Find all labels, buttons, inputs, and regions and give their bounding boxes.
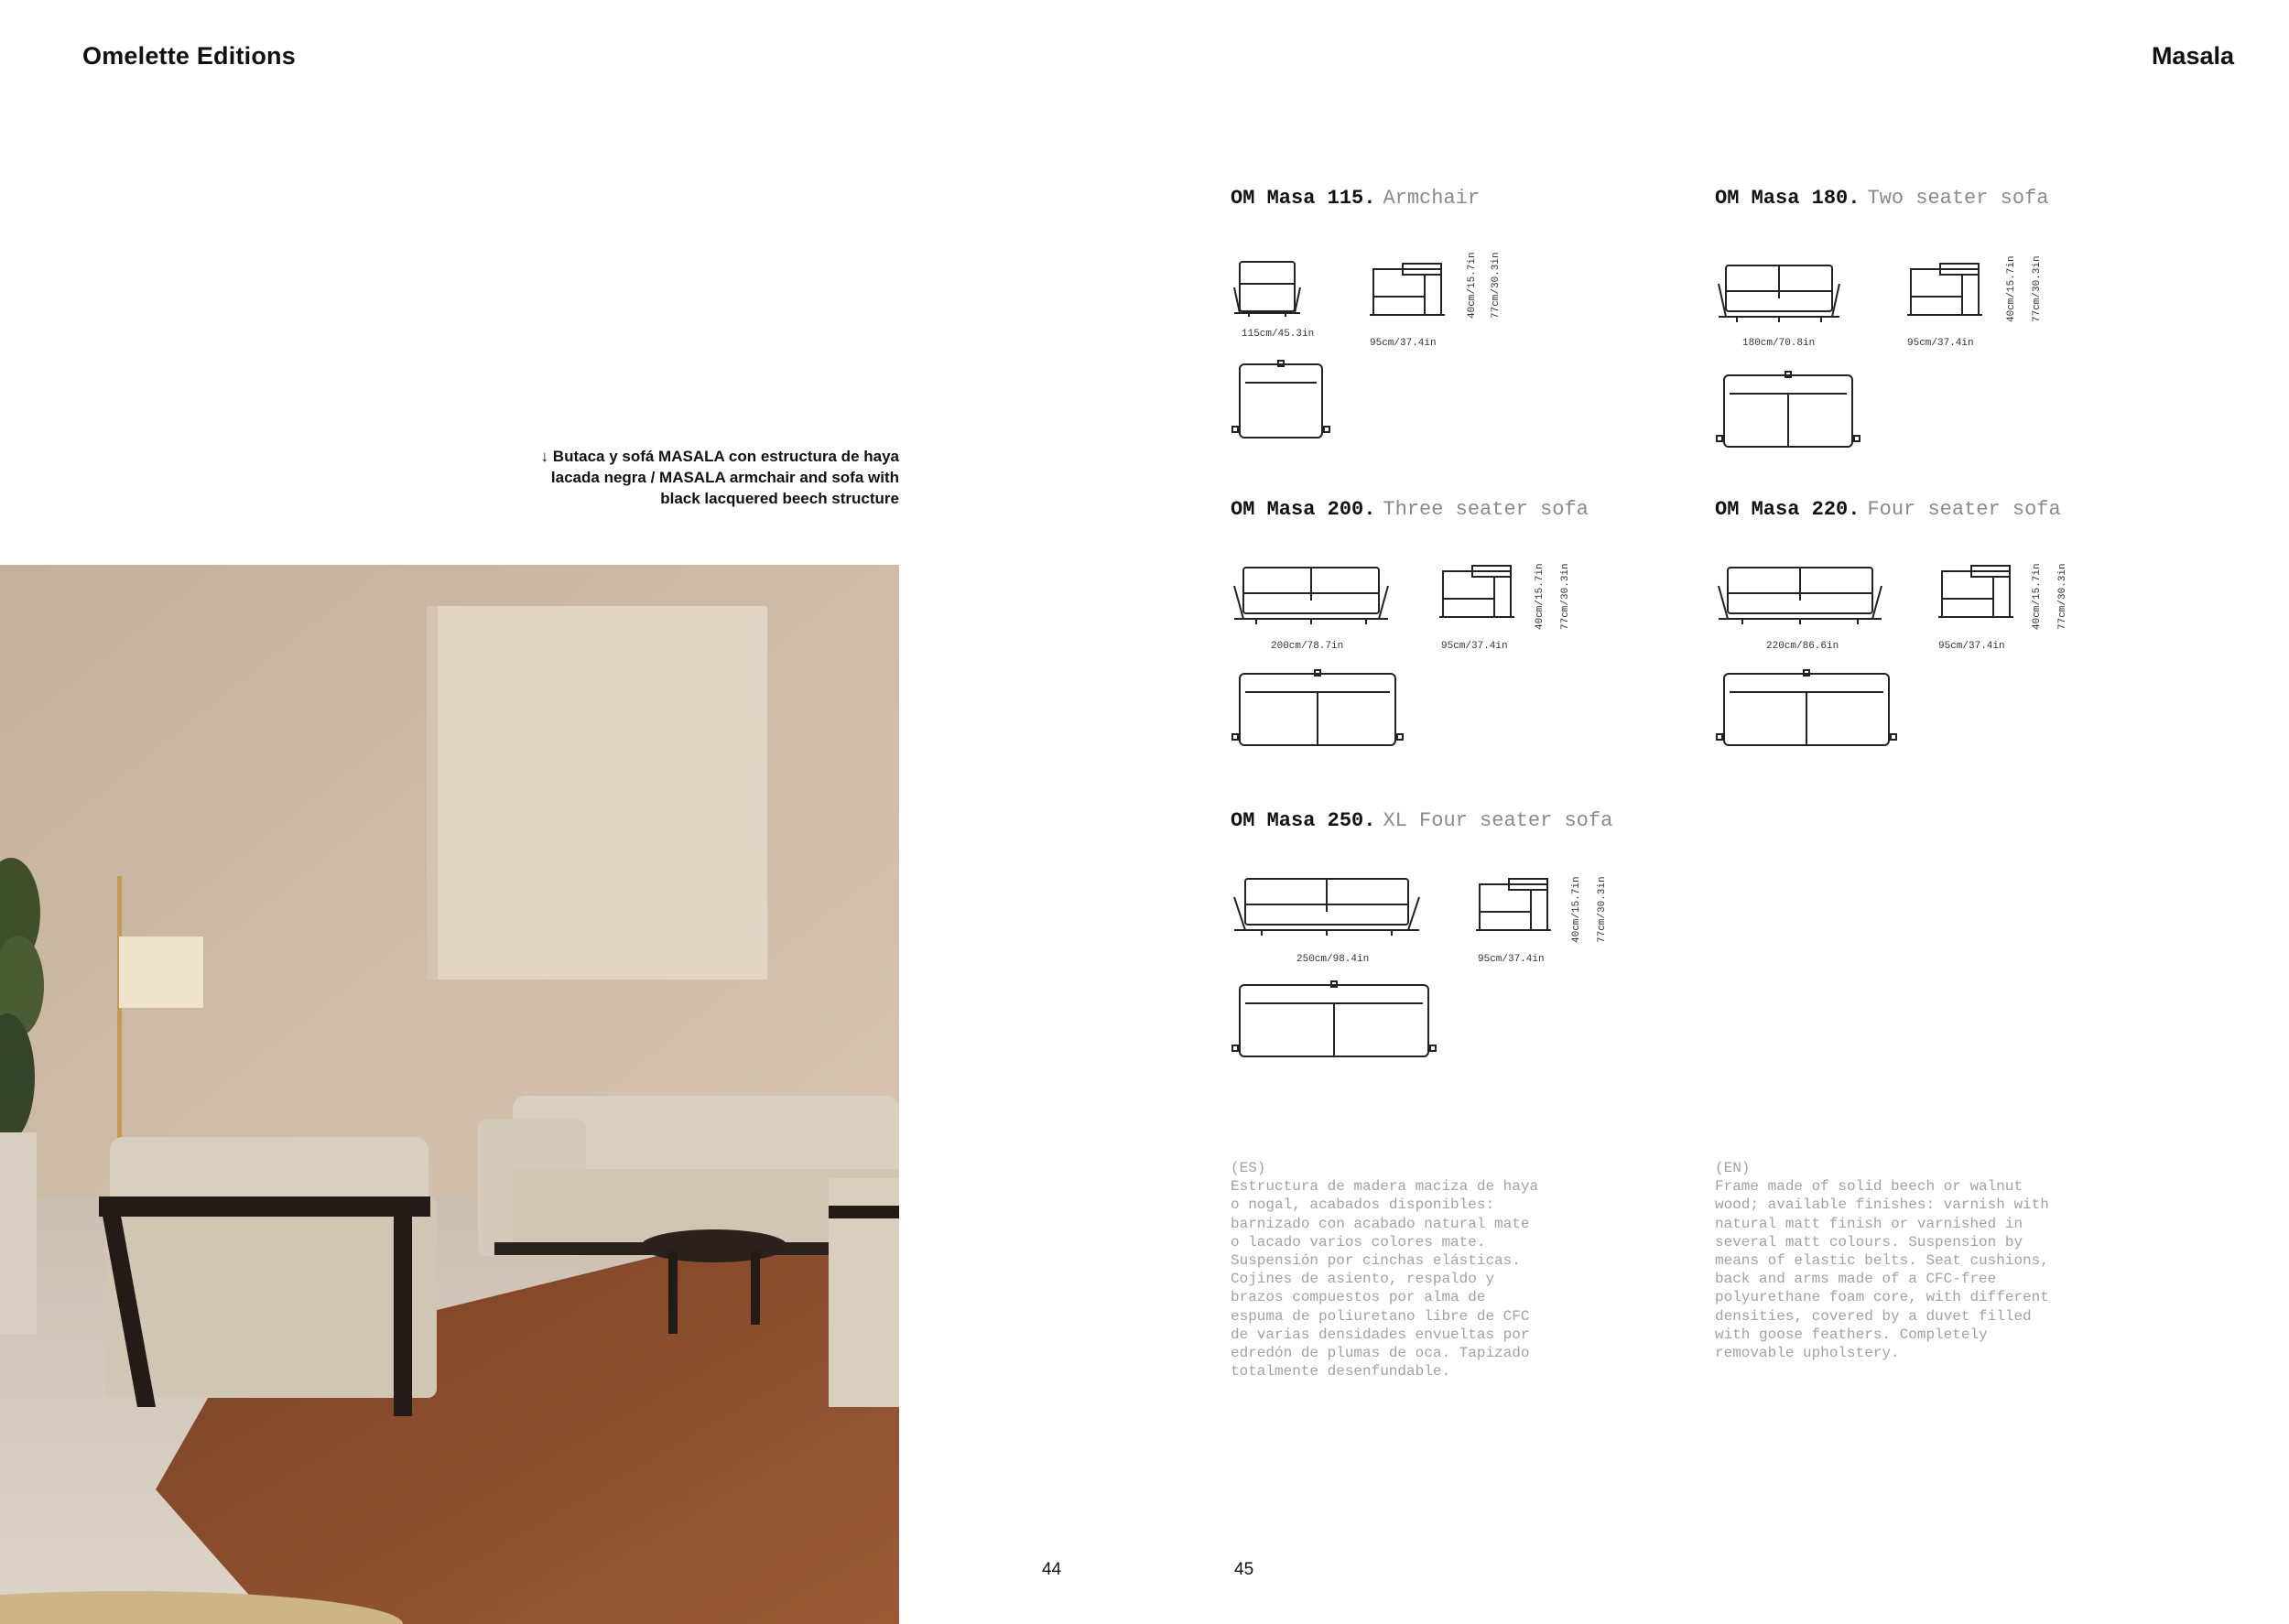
depth-dimension: 95cm/37.4in xyxy=(1370,338,1437,349)
front-elevation-drawing xyxy=(1231,256,1304,330)
interior-photo xyxy=(0,565,899,1624)
plan-view-drawing xyxy=(1231,668,1405,751)
seat-height-dimension: 40cm/15.7in xyxy=(1467,252,1478,319)
total-height-dimension: 77cm/30.3in xyxy=(1491,252,1502,319)
width-dimension: 115cm/45.3in xyxy=(1242,329,1315,340)
total-height-dimension: 77cm/30.3in xyxy=(2032,255,2043,322)
width-dimension: 180cm/70.8in xyxy=(1742,338,1816,349)
product-om-masa-115 xyxy=(1231,187,1670,480)
plan-view-drawing xyxy=(1715,668,1898,751)
front-elevation-drawing xyxy=(1715,564,1885,637)
product-type: Two seater sofa xyxy=(1867,187,2049,210)
product-om-masa-200 xyxy=(1231,498,1670,791)
depth-dimension: 95cm/37.4in xyxy=(1938,641,2005,652)
photo-caption xyxy=(515,446,899,509)
page-number-left: 44 xyxy=(1042,1560,1062,1579)
side-elevation-drawing xyxy=(1904,260,1984,326)
description-en-label: (EN) xyxy=(1715,1160,1751,1176)
product-title xyxy=(1231,187,1480,210)
page-number-right: 45 xyxy=(1234,1560,1254,1579)
front-elevation-drawing xyxy=(1715,262,1843,335)
description-es-label: (ES) xyxy=(1231,1160,1266,1176)
seat-height-dimension: 40cm/15.7in xyxy=(2006,255,2017,322)
plan-view-drawing xyxy=(1715,370,1861,452)
arrow-down-icon: ↓ xyxy=(540,448,549,465)
product-code: OM Masa 180. xyxy=(1715,187,1860,210)
product-type: Armchair xyxy=(1383,187,1481,210)
front-elevation-drawing xyxy=(1231,875,1423,948)
product-om-masa-180 xyxy=(1715,187,2154,480)
side-elevation-drawing xyxy=(1366,260,1447,326)
depth-dimension: 95cm/37.4in xyxy=(1907,338,1974,349)
total-height-dimension: 77cm/30.3in xyxy=(1597,876,1608,943)
product-om-masa-250 xyxy=(1231,809,1670,1102)
plan-view-drawing xyxy=(1231,980,1437,1062)
brand-name: Omelette Editions xyxy=(82,42,296,70)
width-dimension: 200cm/78.7in xyxy=(1271,641,1344,652)
front-elevation-drawing xyxy=(1231,564,1392,637)
product-code: OM Masa 220. xyxy=(1715,498,1860,521)
product-title xyxy=(1715,498,2061,521)
seat-height-dimension: 40cm/15.7in xyxy=(2032,563,2043,630)
side-elevation-drawing xyxy=(1935,562,2015,628)
description-en xyxy=(1715,1159,2099,1362)
total-height-dimension: 77cm/30.3in xyxy=(1560,563,1571,630)
product-type: XL Four seater sofa xyxy=(1383,809,1613,832)
width-dimension: 220cm/86.6in xyxy=(1766,641,1839,652)
side-elevation-drawing xyxy=(1436,562,1516,628)
depth-dimension: 95cm/37.4in xyxy=(1441,641,1508,652)
product-title xyxy=(1231,809,1612,832)
caption-text: Butaca y sofá MASALA con estructura de haya lacada negra / MASALA armchair and sofa with black lacquered beech structure xyxy=(550,448,899,507)
depth-dimension: 95cm/37.4in xyxy=(1478,954,1545,965)
plan-view-drawing xyxy=(1231,359,1331,443)
width-dimension: 250cm/98.4in xyxy=(1296,954,1370,965)
product-om-masa-220 xyxy=(1715,498,2154,791)
product-title xyxy=(1231,498,1589,521)
seat-height-dimension: 40cm/15.7in xyxy=(1535,563,1546,630)
product-code: OM Masa 200. xyxy=(1231,498,1376,521)
series-title: Masala xyxy=(2151,42,2234,70)
description-es-text: Estructura de madera maciza de haya o nogal, acabados disponibles: barnizado con acabado natural mate o lacado varios colores mate. Suspensión por cinchas elásticas. Cojines de asiento, respaldo y brazos compuestos por alma de espuma de poliuretano libre de CFC de varias densidades envueltas por edredón de plumas de oca. Tapizado totalmente desenfundable. xyxy=(1231,1178,1539,1380)
description-en-text: Frame made of solid beech or walnut wood; available finishes: varnish with natural matt finish or varnished in several matt colours. Suspension by means of elastic belts. Seat cushions, back and arms made of a CFC-free polyurethane foam core, with different densities, covered by a duvet filled with goose feathers. Completely removable upholstery. xyxy=(1715,1178,2049,1362)
side-elevation-drawing xyxy=(1472,875,1553,941)
product-type: Four seater sofa xyxy=(1867,498,2061,521)
product-code: OM Masa 250. xyxy=(1231,809,1376,832)
seat-height-dimension: 40cm/15.7in xyxy=(1571,876,1582,943)
total-height-dimension: 77cm/30.3in xyxy=(2057,563,2068,630)
product-code: OM Masa 115. xyxy=(1231,187,1376,210)
product-title xyxy=(1715,187,2048,210)
description-es xyxy=(1231,1159,1615,1380)
product-type: Three seater sofa xyxy=(1383,498,1589,521)
